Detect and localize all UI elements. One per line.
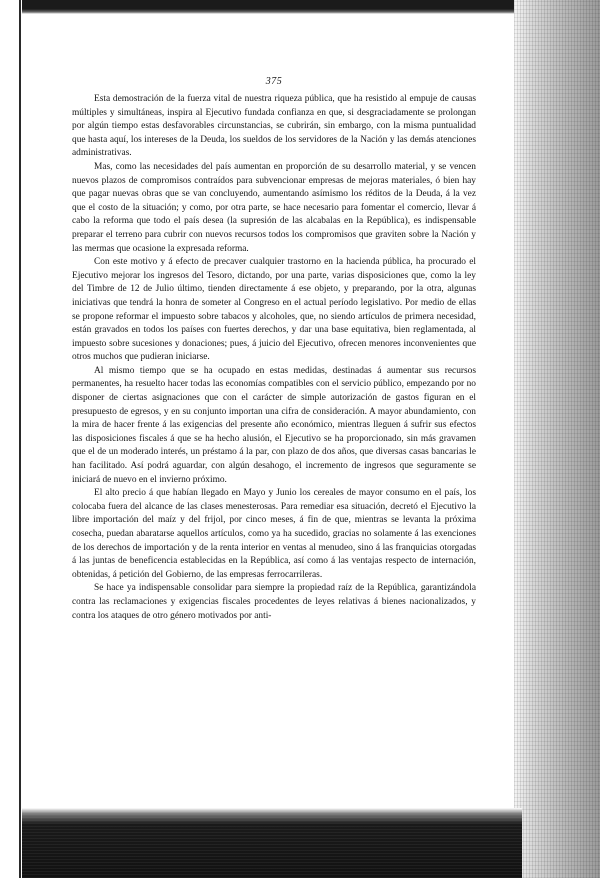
scan-top-shadow (22, 0, 522, 14)
paragraph-1: Esta demostración de la fuerza vital de nuestra riqueza pública, que ha resistido al empuje de causas múltiples y simultáneas, inspira al Ejecutivo fundada confianza en que, si desgraciadamente se prolongan por algún tiempo estas desfavorables circunstancias, se cubrirán, sin embargo, con la misma puntualidad que hasta aquí, los intereses de la Deuda, los sueldos de los servidores de la Nación y las demás atenciones administrativas. (72, 94, 476, 159)
scan-right-edge (514, 0, 600, 878)
paragraph-3: Con este motivo y á efecto de precaver cualquier trastorno en la hacienda pública, ha procurado el Ejecutivo mejorar los ingresos del Tesoro, dictando, por una parte, varias disposiciones que, como la ley del Timbre de 12 de Julio último, tienden directamente á ese objeto, y preparando, por la otra, algunas iniciativas que tendrá la honra de someter al Congreso en el actual período legislativo. Por medio de ellas se propone reformar el impuesto sobre tabacos y alcoholes, que, no siendo artículos de primera necesidad, están gravados en todos los países con fuertes derechos, y dar una base equitativa, bien reglamentada, al impuesto sobre sucesiones y donaciones; pues, á juicio del Ejecutivo, ofrecen menores inconvenientes que otros muchos que pudieran iniciarse. (72, 257, 476, 363)
page-number: 375 (265, 76, 283, 87)
paragraph-5: El alto precio á que habían llegado en Mayo y Junio los cereales de mayor consumo en el país, los colocaba fuera del alcance de las clases menesterosas. Para remediar esa situación, decretó el Ejecutivo la libre importación del maíz y del frijol, por cinco meses, á fin de que, mientras se levanta la próxima cosecha, puedan abaratarse aquellos artículos, como ya ha sucedido, gracias no solamente á las exenciones de los derechos de importación y de la renta interior en ventas al menudeo, sino á las franquicias otorgadas á las juntas de beneficencia establecidas en la República, así como á las ventajas respecto de internación, obtenidas, á petición del Gobierno, de las empresas ferrocarrileras. (72, 488, 476, 580)
paragraph-2: Mas, como las necesidades del país aumentan en proporción de su desarrollo material, y se vencen nuevos plazos de compromisos contraídos para subvencionar empresas de mejoras materiales, ó bien hay que pagar nuevas obras que se van concluyendo, aumentando asímismo los réditos de la Deuda, á la vez que el costo de la situación; y como, por otra parte, se hace necesario para fomentar el comercio, llevar á cabo la reforma que todo el país desea (la supresión de las alcabalas en la República), es indispensable preparar el terreno para cubrir con nuevos recursos todos los compromisos que graviten sobre la Nación y las mermas que ocasione la expresada reforma. (72, 161, 476, 254)
paragraph-4: Al mismo tiempo que se ha ocupado en estas medidas, destinadas á aumentar sus recursos permanentes, ha resuelto hacer todas las economías compatibles con el servicio público, empezando por no disponer de ciertas asignaciones que con el carácter de simple autorización de gastos figuran en el presupuesto de egresos, y en su conjunto importan una cifra de consideración. A mayor abundamiento, con la mira de hacer frente á las exigencias del presente año económico, mientras lleguen á sufrir sus efectos las disposiciones fiscales á que se ha hecho alusión, el Ejecutivo se ha proporcionado, sin más gravamen que el de un moderado interés, un préstamo á la par, con plazo de dos años, que diversas casas bancarias le han facilitado. Así podrá aguardar, con algún desahogo, el incremento de ingresos que seguramente se iniciará de nuevo en el invierno próximo. (72, 365, 476, 485)
paragraph-6: Se hace ya indispensable consolidar para siempre la propiedad raíz de la República, garantizándola contra las reclamaciones y exigencias fiscales procedentes de leyes relativas á bienes nacionalizados, y contra los ataques de otro género motivados por anti- (72, 583, 476, 621)
document-page (72, 76, 476, 806)
scan-left-edge (0, 0, 24, 878)
scan-bottom-shadow (22, 808, 522, 878)
